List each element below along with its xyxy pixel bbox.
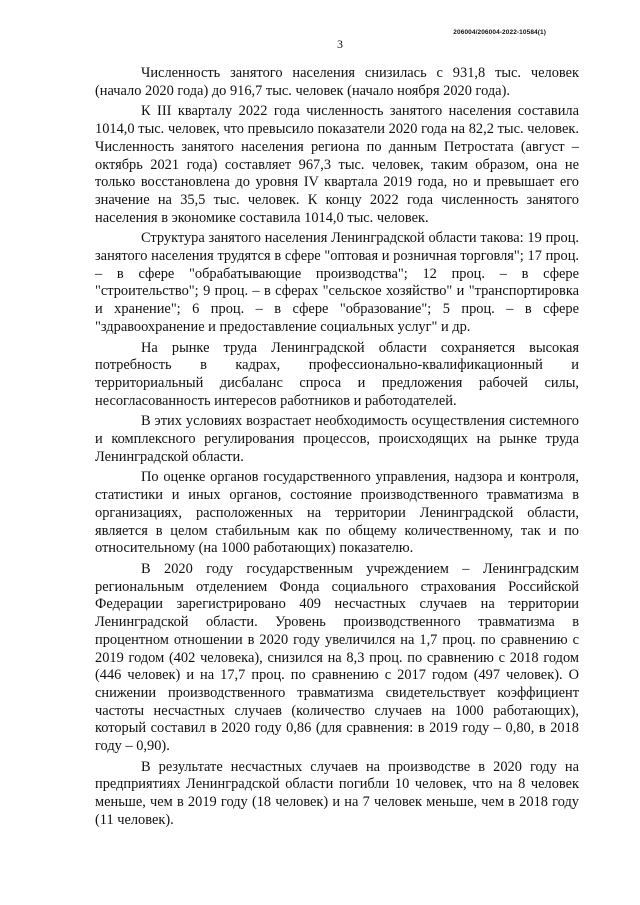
paragraph-fatalities-2020: В результате несчастных случаев на производстве в 2020 году на предприятиях Ленинградской области погибли 10 человек, что на 8 человек меньше, чем в 2019 году (18 человек) и на 7 человек меньше, чем в 2018 году (11 человек). bbox=[95, 758, 579, 828]
paragraph-employment-decline: Численность занятого населения снизилась с 931,8 тыс. человек (начало 2020 года) до 916,7 тыс. человек (начало ноября 2020 года). bbox=[95, 65, 579, 99]
paragraph-employment-q3-2022: К III кварталу 2022 года численность занятого населения составила 1014,0 тыс. человек, что превысило показатели 2020 года на 82,2 тыс. человек. Численность занятого населения региона по данным Петростата (август – октябрь 2021 года) составляет 967,3 тыс. человек, таким образом, она не только восстановлена до уровня IV квартала 2019 года, но и превышает его значение на 35,5 тыс. человек. К концу 2022 года численность занятого населения в экономике составила 1014,0 тыс. человек. bbox=[95, 103, 579, 226]
document-body bbox=[95, 65, 579, 833]
paragraph-injury-assessment: По оценке органов государственного управления, надзора и контроля, статистики и иных органов, состояние производственного травматизма в организациях, расположенных на территории Ленинградской области, является в целом стабильным как по общему количественному, так и по относительному (на 1000 работающих) показателю. bbox=[95, 469, 579, 557]
paragraph-employment-structure: Структура занятого населения Ленинградской области такова: 19 проц. занятого населения трудятся в сфере "оптовая и розничная торговля"; 17 проц. – в сфере "обрабатывающие производства"; 12 проц. – в сфере "строительство"; 9 проц. – в сферах "сельское хозяйство" и "транспортировка и хранение"; 6 проц. – в сфере "образование"; 5 проц. – в сфере "здравоохранение и предоставление социальных услуг" и др. bbox=[95, 230, 579, 335]
page-number: 3 bbox=[337, 37, 343, 51]
document-code: 206004/206004-2022-10584(1) bbox=[453, 29, 546, 36]
paragraph-regulation-need: В этих условиях возрастает необходимость осуществления системного и комплексного регулирования процессов, происходящих на рынке труда Ленинградской области. bbox=[95, 413, 579, 465]
paragraph-labor-market-demand: На рынке труда Ленинградской области сохраняется высокая потребность в кадрах, профессионально-квалификационный и территориальный дисбаланс спроса и предложения рабочей силы, несогласованность интересов работников и работодателей. bbox=[95, 339, 579, 409]
paragraph-injury-statistics-2020: В 2020 году государственным учреждением – Ленинградским региональным отделением Фонда социального страхования Российской Федерации зарегистрировано 409 несчастных случаев на территории Ленинградской области. Уровень производственного травматизма в процентном отношении в 2020 году увеличился на 1,7 проц. по сравнению с 2019 годом (402 человека), снизился на 8,3 проц. по сравнению с 2018 годом (446 человек) и на 17,7 проц. по сравнению с 2017 годом (497 человек). О снижении производственного травматизма свидетельствует коэффициент частоты несчастных случаев (количество случаев на 1000 работающих), который составил в 2020 году 0,86 (для сравнения: в 2019 году – 0,80, в 2018 году – 0,90). bbox=[95, 560, 579, 755]
